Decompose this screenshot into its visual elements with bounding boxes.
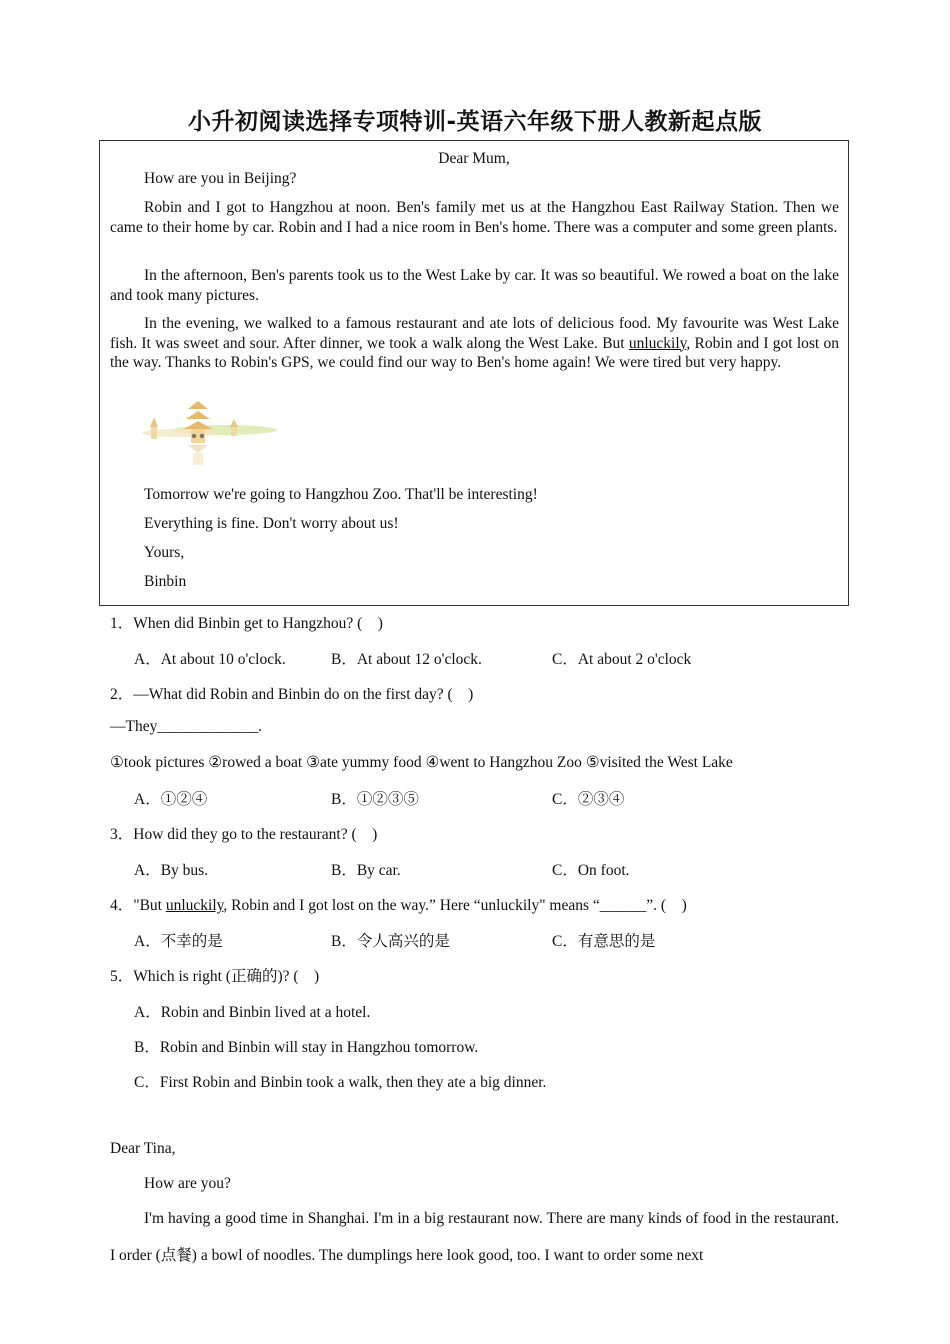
q5-option-a[interactable]: A．Robin and Binbin lived at a hotel. — [134, 1004, 371, 1021]
q1-option-c[interactable]: C．At about 2 o'clock — [552, 651, 692, 668]
question-2: 2．—What did Robin and Binbin do on the first day? ( ) — [110, 686, 474, 703]
q4-text-pre: 4．"But — [110, 897, 166, 914]
q3-option-b[interactable]: B．By car. — [331, 862, 401, 879]
question-1: 1．When did Binbin get to Hangzhou? ( ) — [110, 615, 383, 632]
q2-answer-blank: —They_____________. — [110, 718, 262, 735]
letter-closing: Yours, — [144, 544, 185, 561]
q5-option-b[interactable]: B．Robin and Binbin will stay in Hangzhou tomorrow. — [134, 1039, 479, 1056]
letter2-greeting: Dear Tina, — [110, 1140, 176, 1157]
letter-paragraph-3 — [110, 314, 839, 373]
underlined-word: unluckily — [628, 334, 687, 352]
q4-option-c[interactable]: C．有意思的是 — [552, 933, 656, 950]
page-title: 小升初阅读选择专项特训-英语六年级下册人教新起点版 — [187, 109, 763, 135]
letter-paragraph-1: Robin and I got to Hangzhou at noon. Ben's family met us at the Hangzhou East Railway Station. Then we came to their home by car. Robin and I had a nice room in Ben's home. There was a computer and some green plants. — [110, 199, 839, 236]
letter-opening: How are you in Beijing? — [144, 170, 297, 187]
question-5: 5．Which is right (正确的)? ( ) — [110, 968, 320, 985]
q4-text-post: , Robin and I got lost on the way.” Here “unluckily" means “______”. ( ) — [223, 897, 687, 914]
letter2-opening: How are you? — [144, 1175, 231, 1192]
question-4 — [110, 893, 687, 915]
letter-paragraph-2: In the afternoon, Ben's parents took us to the West Lake by car. It was so beautiful. We rowed a boat on the lake and took many pictures. — [110, 267, 839, 304]
q1-option-a[interactable]: A．At about 10 o'clock. — [134, 651, 286, 668]
q5-option-c[interactable]: C．First Robin and Binbin took a walk, then they ate a big dinner. — [134, 1074, 547, 1091]
q3-option-c[interactable]: C．On foot. — [552, 862, 630, 879]
q4-option-a[interactable]: A．不幸的是 — [134, 933, 223, 950]
p3-text-b: , Robin and I got lost on the way. Thanks to Robin's GPS, we could find our way to Ben's home again! We were tired but very happy. — [110, 334, 840, 371]
letter-greeting: Dear Mum, — [438, 150, 510, 167]
letter-signature: Binbin — [144, 573, 187, 590]
letter-tomorrow: Tomorrow we're going to Hangzhou Zoo. That'll be interesting! — [144, 486, 538, 503]
q4-option-b[interactable]: B．令人高兴的是 — [331, 933, 450, 950]
q2-option-c[interactable]: C．②③④ — [552, 791, 625, 808]
q2-items: ①took pictures ②rowed a boat ③ate yummy food ④went to Hangzhou Zoo ⑤visited the West Lake — [110, 754, 733, 771]
letter-fine: Everything is fine. Don't worry about us! — [144, 515, 399, 532]
west-lake-pagoda-illustration — [140, 397, 280, 475]
question-3: 3．How did they go to the restaurant? ( ) — [110, 826, 378, 843]
q2-option-b[interactable]: B．①②③⑤ — [331, 791, 419, 808]
q4-underlined-word: unluckily — [165, 897, 224, 914]
q2-option-a[interactable]: A．①②④ — [134, 791, 208, 808]
letter2-paragraph-1: I'm having a good time in Shanghai. I'm in a big restaurant now. There are many kinds of food in the restaurant. I order (点餐) a bowl of noodles. The dumplings here look good, too. I want to order some next — [110, 1210, 839, 1264]
q1-option-b[interactable]: B．At about 12 o'clock. — [331, 651, 482, 668]
p3-text-a: In the evening, we walked to a famous restaurant and ate lots of delicious food. My favourite was West Lake fish. It was sweet and sour. After dinner, we took a walk along the West Lake. But — [110, 315, 839, 352]
q3-option-a[interactable]: A．By bus. — [134, 862, 209, 879]
letter-box — [99, 140, 849, 606]
